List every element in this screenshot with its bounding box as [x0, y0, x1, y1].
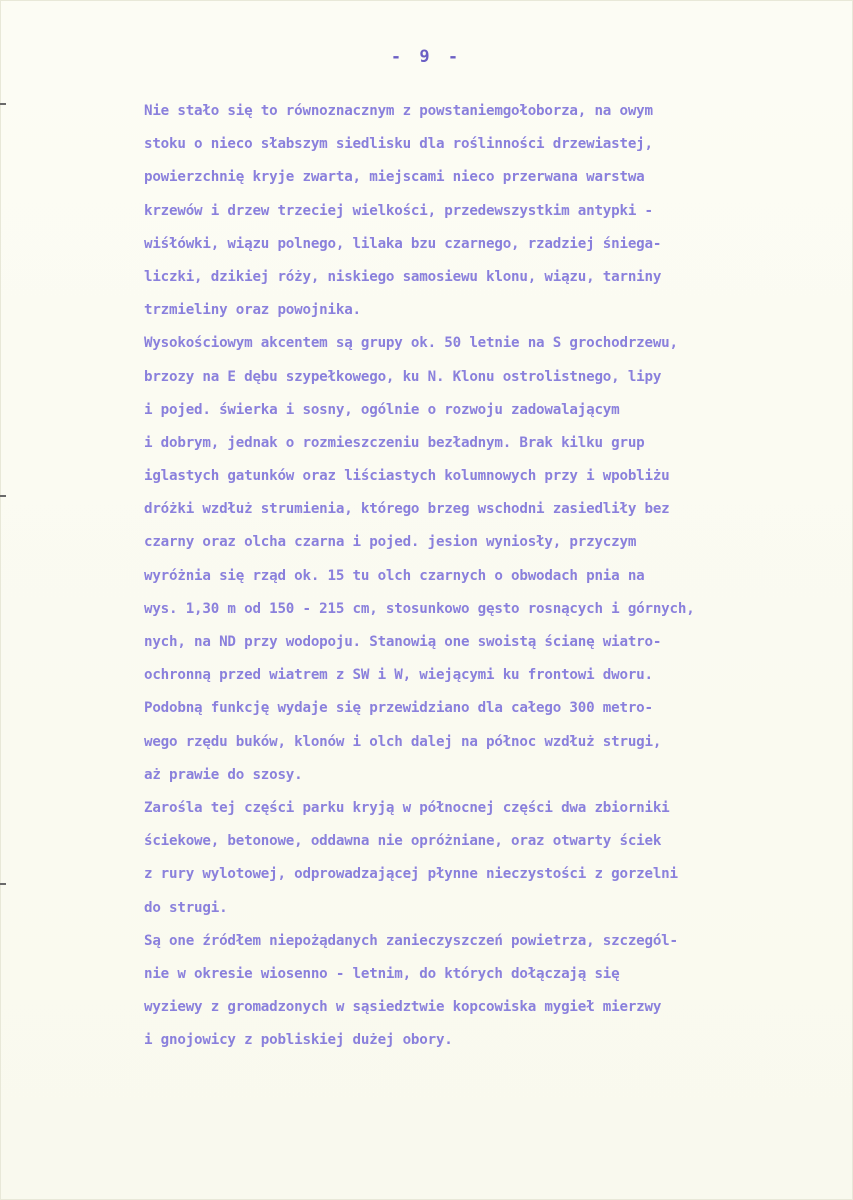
text-line: Wysokościowym akcentem są grupy ok. 50 letnie na S grochodrzewu,: [144, 335, 678, 352]
text-line: i pojed. świerka i sosny, ogólnie o rozwoju zadowalającym: [144, 401, 620, 418]
text-line: ochronną przed wiatrem z SW i W, wiejącymi ku frontowi dworu.: [144, 667, 653, 684]
text-line: z rury wylotowej, odprowadzającej płynne nieczystości z gorzelni: [144, 866, 678, 883]
text-line: trzmieliny oraz powojnika.: [144, 302, 361, 319]
text-line: stoku o nieco słabszym siedlisku dla roślinności drzewiastej,: [144, 136, 653, 153]
document-body: [144, 95, 844, 1057]
text-line: wyróżnia się rząd ok. 15 tu olch czarnych o obwodach pnia na: [144, 567, 645, 584]
text-line: Nie stało się to równoznacznym z powstaniemgołoborza, na owym: [144, 103, 653, 119]
text-line: nie w okresie wiosenno - letnim, do których dołączają się: [144, 965, 620, 982]
margin-tick: [0, 103, 6, 105]
margin-tick: [0, 495, 6, 497]
text-line: czarny oraz olcha czarna i pojed. jesion wyniosły, przyczym: [144, 534, 637, 551]
margin-tick: [0, 883, 6, 885]
text-line: i dobrym, jednak o rozmieszczeniu bezładnym. Brak kilku grup: [144, 434, 645, 451]
text-line: aż prawie do szosy.: [144, 766, 303, 783]
text-line: wego rzędu buków, klonów i olch dalej na północ wzdłuż strugi,: [144, 733, 662, 750]
text-line: krzewów i drzew trzeciej wielkości, przedewszystkim antypki -: [144, 202, 653, 219]
text-line: powierzchnię kryje zwarta, miejscami nieco przerwana warstwa: [144, 169, 645, 186]
text-line: brzozy na E dębu szypełkowego, ku N. Klonu ostrolistnego, lipy: [144, 368, 662, 385]
text-line: Podobną funkcję wydaje się przewidziano dla całego 300 metro-: [144, 700, 653, 717]
text-line: do strugi.: [144, 899, 228, 916]
text-line: ściekowe, betonowe, oddawna nie opróżniane, oraz otwarty ściek: [144, 833, 662, 850]
text-line: nych, na ND przy wodopoju. Stanowią one swoistą ścianę wiatro-: [144, 634, 662, 650]
text-line: i gnojowicy z pobliskiej dużej obory.: [144, 1032, 453, 1049]
text-line: Są one źródłem niepożądanych zanieczyszczeń powietrza, szczegól-: [144, 932, 678, 949]
text-line: wys. 1,30 m od 150 - 215 cm, stosunkowo gęsto rosnących i górnych,: [144, 600, 695, 617]
page-number: - 9 -: [390, 47, 463, 67]
text-line: dróżki wzdłuż strumienia, którego brzeg wschodni zasiedliły bez: [144, 501, 670, 518]
text-line: liczki, dzikiej róży, niskiego samosiewu klonu, wiązu, tarniny: [144, 268, 662, 285]
text-line: wiśłówki, wiązu polnego, lilaka bzu czarnego, rzadziej śniega-: [144, 235, 662, 252]
text-line: wyziewy z gromadzonych w sąsiedztwie kopcowiska mygieł mierzwy: [144, 999, 662, 1016]
text-line: Zarośla tej części parku kryją w północnej części dwa zbiorniki: [144, 799, 670, 816]
text-line: iglastych gatunków oraz liściastych kolumnowych przy i wpobliżu: [144, 468, 670, 485]
